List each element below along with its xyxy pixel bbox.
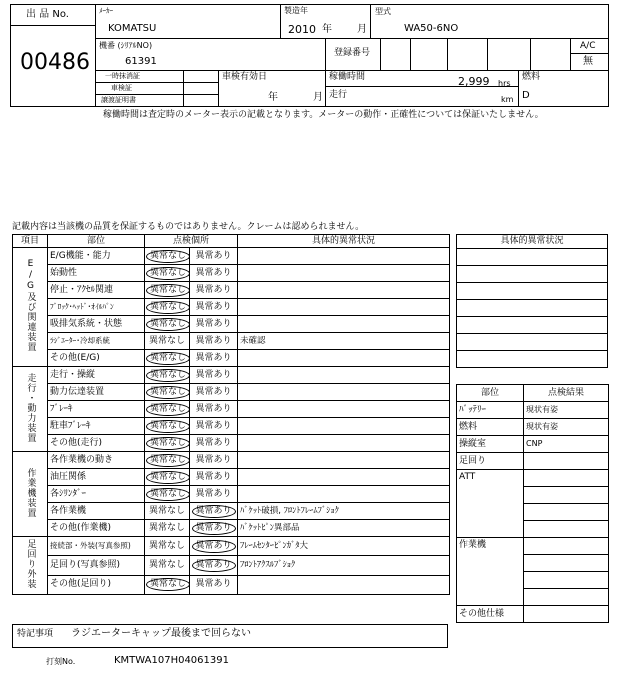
table-row: [13, 316, 450, 333]
detail-cell: 未確認: [238, 333, 450, 350]
result-value: 現状有姿: [524, 419, 609, 436]
ok-cell: [145, 333, 190, 350]
result-row: [457, 606, 609, 623]
result-col-part: 部位: [457, 385, 524, 402]
col-check: 点検個所: [145, 235, 238, 248]
side-detail-row: [457, 283, 608, 300]
ok-cell: [145, 469, 190, 486]
detail-cell: [238, 299, 450, 316]
ok-circle: 異常なし: [146, 284, 190, 297]
result-value: [524, 453, 609, 470]
side-detail-cell: [457, 334, 608, 351]
ng-cell: [190, 299, 238, 316]
ok-cell: [145, 556, 190, 575]
hours-label: 稼働時間: [329, 72, 366, 82]
cert-inspection-label: 車検証: [111, 84, 132, 92]
fuel-label: 燃料: [522, 72, 541, 82]
ok-circle: 異常なし: [146, 301, 190, 314]
ok-circle: 異常なし: [146, 437, 190, 450]
col-item: 項目: [13, 235, 48, 248]
ok-label: 異常なし: [148, 335, 185, 346]
detail-cell: [238, 316, 450, 333]
ok-label: 異常なし: [148, 540, 185, 551]
side-detail-cell: [457, 283, 608, 300]
ok-circle: 異常なし: [146, 250, 190, 263]
ng-cell: [190, 503, 238, 520]
km-unit: km: [501, 95, 514, 104]
detail-cell: [238, 401, 450, 418]
part-cell: その他(走行): [48, 435, 145, 452]
group-label: E/G及び関連装置: [13, 248, 48, 367]
part-cell: 停止・ｱｸｾﾙ関連: [48, 282, 145, 299]
ok-cell: [145, 282, 190, 299]
result-value: [524, 606, 609, 623]
ng-label: 異常あり: [195, 579, 232, 590]
ac-label: A/C: [580, 41, 596, 51]
ng-circle: 異常あり: [192, 505, 236, 518]
detail-cell: [238, 469, 450, 486]
result-part: ATT: [457, 470, 524, 538]
table-row: [13, 265, 450, 282]
ng-label: 異常あり: [195, 318, 232, 329]
result-row: [457, 453, 609, 470]
ok-label: 異常なし: [148, 522, 185, 533]
ng-cell: [190, 520, 238, 537]
ng-label: 異常あり: [195, 488, 232, 499]
fuel-value: D: [522, 90, 530, 101]
part-cell: その他(E/G): [48, 350, 145, 367]
ng-label: 異常あり: [195, 284, 232, 295]
ng-cell: [190, 486, 238, 503]
ok-circle: 異常なし: [146, 403, 190, 416]
detail-cell: [238, 350, 450, 367]
ng-cell: [190, 367, 238, 384]
ng-cell: [190, 537, 238, 556]
ok-cell: [145, 537, 190, 556]
detail-cell: [238, 367, 450, 384]
side-detail-cell: [457, 249, 608, 266]
part-cell: その他(作業機): [48, 520, 145, 537]
result-row: [457, 470, 609, 487]
result-value: [524, 470, 609, 487]
result-row: [457, 402, 609, 419]
table-row: [13, 282, 450, 299]
table-row: [13, 418, 450, 435]
side-detail-cell: [457, 266, 608, 283]
part-cell: その他(足回り): [48, 575, 145, 594]
detail-cell: [238, 575, 450, 594]
ng-label: 異常あり: [195, 454, 232, 465]
ok-cell: [145, 503, 190, 520]
ok-cell: [145, 350, 190, 367]
result-part: その他仕様: [457, 606, 524, 623]
part-cell: 足回り(写真参照): [48, 556, 145, 575]
ok-circle: 異常なし: [146, 369, 190, 382]
inspection-month-unit: 月: [313, 92, 323, 103]
registration-label: 登録番号: [334, 48, 371, 58]
part-cell: 走行・操縦: [48, 367, 145, 384]
part-cell: ﾌﾞﾚｰｷ: [48, 401, 145, 418]
detail-cell: [238, 486, 450, 503]
side-detail-header: 具体的異常状況: [457, 235, 608, 249]
month-unit: 月: [357, 24, 367, 35]
ng-cell: [190, 575, 238, 594]
ok-circle: 異常なし: [146, 267, 190, 280]
table-row: [13, 248, 450, 265]
detail-cell: ﾊﾞｹｯﾄﾋﾟﾝ異部品: [238, 520, 450, 537]
ok-cell: [145, 418, 190, 435]
lot-number: 00486: [20, 50, 90, 75]
ok-cell: [145, 435, 190, 452]
ok-cell: [145, 575, 190, 594]
col-detail: 具体的異常状況: [238, 235, 450, 248]
detail-cell: ﾌﾛﾝﾄｱｸｽﾙﾌﾞｼｮｸ: [238, 556, 450, 575]
ng-label: 異常あり: [195, 369, 232, 380]
result-value: [524, 487, 609, 504]
table-row: [13, 367, 450, 384]
ok-cell: [145, 367, 190, 384]
km-label: 走行: [329, 90, 348, 100]
ok-cell: [145, 248, 190, 265]
table-row: [13, 435, 450, 452]
ok-circle: 異常なし: [146, 386, 190, 399]
ok-cell: [145, 384, 190, 401]
ng-label: 異常あり: [195, 386, 232, 397]
side-detail-row: [457, 334, 608, 351]
part-cell: ﾗｼﾞｴｰﾀｰ･冷却系統: [48, 333, 145, 350]
result-part: ﾊﾞｯﾃﾘｰ: [457, 402, 524, 419]
maker-value: KOMATSU: [108, 23, 157, 34]
ng-label: 異常あり: [195, 250, 232, 261]
inspection-date-label: 車検有効日: [222, 72, 268, 82]
part-cell: 各ｼﾘﾝﾀﾞｰ: [48, 486, 145, 503]
ok-cell: [145, 316, 190, 333]
result-table: [456, 384, 609, 623]
serial-label: 機番 (ｼﾘｱﾙNO): [99, 41, 153, 50]
ok-circle: 異常なし: [146, 578, 190, 591]
result-value: 現状有姿: [524, 402, 609, 419]
detail-cell: [238, 452, 450, 469]
ok-circle: 異常なし: [146, 352, 190, 365]
stamp-label: 打刻No.: [46, 657, 76, 666]
result-part: 燃料: [457, 419, 524, 436]
detail-cell: [238, 248, 450, 265]
side-detail-cell: [457, 300, 608, 317]
result-value: [524, 504, 609, 521]
side-detail-row: [457, 317, 608, 334]
result-value: [524, 572, 609, 589]
year-value: 2010: [288, 23, 316, 36]
ng-label: 異常あり: [195, 301, 232, 312]
cert-transfer-label: 譲渡証明書: [101, 96, 136, 104]
detail-cell: [238, 265, 450, 282]
ng-cell: [190, 435, 238, 452]
part-cell: 接続部・外装(写真参照): [48, 537, 145, 556]
result-row: [457, 436, 609, 453]
stamp-value: KMTWA107H04061391: [114, 655, 229, 666]
remarks-label: 特記事項: [17, 629, 54, 639]
ng-circle: 異常あり: [192, 540, 236, 553]
side-detail-row: [457, 249, 608, 266]
serial-value: 61391: [125, 56, 157, 67]
ok-circle: 異常なし: [146, 318, 190, 331]
result-value: [524, 538, 609, 555]
ok-label: 異常なし: [148, 559, 185, 570]
result-col-result: 点検結果: [524, 385, 609, 402]
part-cell: 各作業機の動き: [48, 452, 145, 469]
year-label: 製造年: [284, 6, 308, 15]
table-row: [13, 384, 450, 401]
hours-value: 2,999: [458, 75, 490, 88]
ng-circle: 異常あり: [192, 522, 236, 535]
ok-cell: [145, 452, 190, 469]
lot-label: 出 品 No.: [26, 9, 69, 20]
ng-cell: [190, 401, 238, 418]
remarks-value: ラジエーターキャップ最後まで回らない: [71, 628, 251, 639]
result-row: [457, 419, 609, 436]
ng-cell: [190, 384, 238, 401]
table-row: [13, 537, 450, 556]
side-detail-row: [457, 351, 608, 368]
ng-cell: [190, 333, 238, 350]
part-cell: 吸排気系統・状態: [48, 316, 145, 333]
group-label: 足回り外装: [13, 537, 48, 595]
part-cell: E/G機能・能力: [48, 248, 145, 265]
inspection-year-unit: 年: [268, 92, 278, 103]
table-row: [13, 575, 450, 594]
ng-label: 異常あり: [195, 335, 232, 346]
table-row: [13, 469, 450, 486]
ng-cell: [190, 350, 238, 367]
detail-cell: [238, 418, 450, 435]
ng-label: 異常あり: [195, 471, 232, 482]
ng-cell: [190, 265, 238, 282]
maker-label: ﾒｰｶｰ: [99, 7, 113, 15]
ok-circle: 異常なし: [146, 471, 190, 484]
part-cell: 駐車ﾌﾞﾚｰｷ: [48, 418, 145, 435]
table-row: [13, 350, 450, 367]
result-row: [457, 538, 609, 555]
part-cell: 各作業機: [48, 503, 145, 520]
ng-label: 異常あり: [195, 420, 232, 431]
result-part: 操縦室: [457, 436, 524, 453]
part-cell: 動力伝達装置: [48, 384, 145, 401]
side-detail-row: [457, 300, 608, 317]
table-row: [13, 503, 450, 520]
hours-unit: hrs: [498, 79, 511, 88]
ok-label: 異常なし: [148, 505, 185, 516]
ng-cell: [190, 282, 238, 299]
ok-circle: 異常なし: [146, 454, 190, 467]
ng-cell: [190, 418, 238, 435]
ac-value: 無: [583, 56, 593, 67]
hours-note: 稼働時間は査定時のメーター表示の記載となります。メーターの動作・正確性については保証いたしません。: [103, 110, 544, 120]
part-cell: ﾌﾞﾛｯｸ･ﾍｯﾄﾞ･ｵｲﾙﾊﾟﾝ: [48, 299, 145, 316]
result-part: 足回り: [457, 453, 524, 470]
ok-cell: [145, 299, 190, 316]
table-row: [13, 299, 450, 316]
table-row: [13, 401, 450, 418]
ok-cell: [145, 401, 190, 418]
ok-circle: 異常なし: [146, 420, 190, 433]
year-unit: 年: [322, 24, 332, 35]
ok-circle: 異常なし: [146, 488, 190, 501]
remarks-box: [12, 624, 448, 648]
detail-cell: ﾌﾚｰﾑｾﾝﾀｰﾋﾟﾝｶﾞﾀ大: [238, 537, 450, 556]
part-cell: 油圧関係: [48, 469, 145, 486]
result-value: CNP: [524, 436, 609, 453]
inspection-table: [12, 234, 450, 595]
result-value: [524, 589, 609, 606]
table-row: [13, 452, 450, 469]
result-value: [524, 555, 609, 572]
ng-cell: [190, 316, 238, 333]
detail-cell: [238, 384, 450, 401]
ng-label: 異常あり: [195, 352, 232, 363]
ng-cell: [190, 248, 238, 265]
model-value: WA50-6NO: [404, 23, 459, 34]
table-row: [13, 486, 450, 503]
ng-cell: [190, 452, 238, 469]
ng-label: 異常あり: [195, 403, 232, 414]
group-label: 作業機装置: [13, 452, 48, 537]
side-detail-row: [457, 266, 608, 283]
side-detail-cell: [457, 317, 608, 334]
model-label: 型式: [375, 7, 391, 16]
side-detail-table: [456, 234, 608, 368]
cert-temp-cancel-label: 一時抹消証: [105, 72, 140, 80]
ok-cell: [145, 265, 190, 282]
side-detail-cell: [457, 351, 608, 368]
ng-cell: [190, 556, 238, 575]
ng-cell: [190, 469, 238, 486]
ng-label: 異常あり: [195, 267, 232, 278]
ok-cell: [145, 520, 190, 537]
col-part: 部位: [48, 235, 145, 248]
result-part: 作業機: [457, 538, 524, 606]
detail-cell: [238, 435, 450, 452]
result-value: [524, 521, 609, 538]
part-cell: 始動性: [48, 265, 145, 282]
group-label: 走行・動力装置: [13, 367, 48, 452]
detail-cell: [238, 282, 450, 299]
ng-circle: 異常あり: [192, 559, 236, 572]
table-row: [13, 520, 450, 537]
ok-cell: [145, 486, 190, 503]
table-row: [13, 556, 450, 575]
disclaimer: 記載内容は当該機の品質を保証するものではありません。クレームは認められません。: [12, 222, 365, 232]
table-row: [13, 333, 450, 350]
ng-label: 異常あり: [195, 437, 232, 448]
detail-cell: ﾊﾞｹｯﾄ破損, ﾌﾛﾝﾄﾌﾚｰﾑﾌﾞｼｮｸ: [238, 503, 450, 520]
